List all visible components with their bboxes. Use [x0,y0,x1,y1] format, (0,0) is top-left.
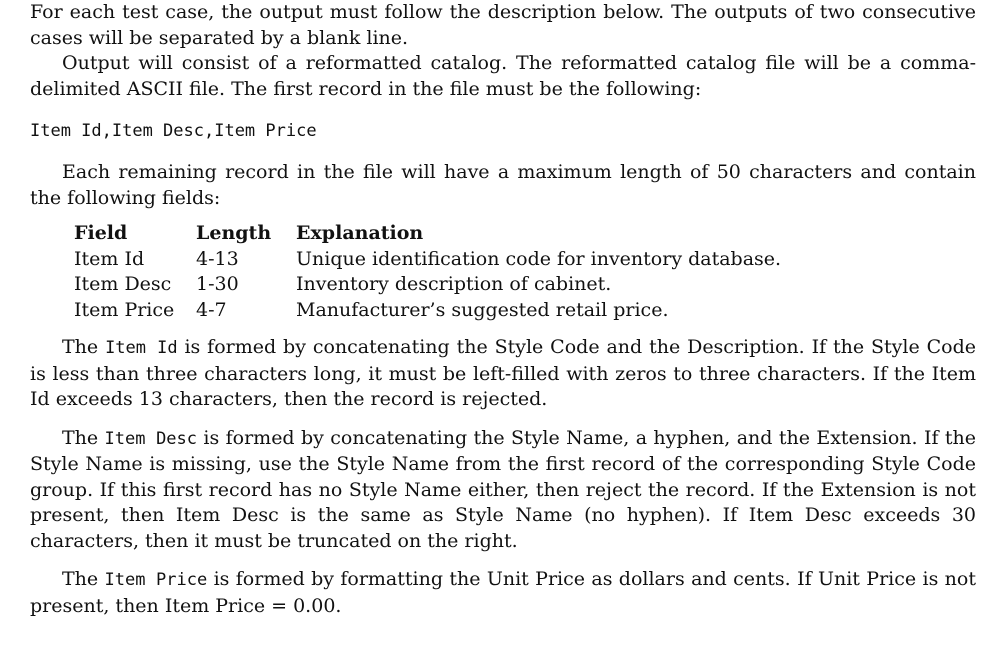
header-record-code: Item Id,Item Desc,Item Price [30,121,317,141]
field-name: Item Desc [74,273,172,295]
field-explanation: Inventory description of cabinet. [296,273,612,295]
item-price-term: Item Price [104,570,208,590]
item-desc-lead: The [62,426,99,449]
item-desc-paragraph [30,426,976,555]
item-id-text: is formed by concatenating the Style Code and the Description. If the Style Code is less than three characters long, it must be left-filled with zeros to three characters. If the Item Id exceeds 13 characters, then the record is rejected. [30,336,977,410]
field-name: Item Id [74,247,145,270]
field-explanation: Unique identification code for inventory database. [296,247,782,270]
field-name: Item Price [74,298,175,321]
header-explanation: Explanation [296,222,424,244]
item-price-text: is formed by formatting the Unit Price as dollars and cents. If Unit Price is not present, then Item Price = 0.00. [30,568,976,617]
item-price-lead: The [62,568,99,590]
item-id-paragraph [30,335,976,413]
table-row [74,272,781,298]
item-id-term: Item Id [105,338,178,358]
table-row [74,298,781,324]
remaining-records-paragraph: Each remaining record in the file will have a maximum length of 50 characters and contain the following fields: [30,161,976,209]
item-desc-term: Item Desc [104,428,198,449]
field-length: 4-7 [196,298,227,321]
intro-paragraph-1: For each test case, the output must follow the description below. The outputs of two consecutive cases will be separated by a blank line. [30,1,976,49]
table-row [74,247,781,273]
item-desc-text: is formed by concatenating the Style Name, a hyphen, and the Extension. If the Style Name is missing, use the Style Name from the first record of the corresponding Style Code group. If this first record has no Style Name either, then reject the record. If the Extension is not present, then Item Desc is the same as Style Name (no hyphen). If Item Desc exceeds 30 characters, then it must be truncated on the right. [30,426,976,552]
field-length: 4-13 [196,247,239,270]
header-length: Length [196,222,272,244]
field-length: 1-30 [196,273,239,295]
fields-table-header [74,221,781,247]
header-field: Field [74,222,128,244]
intro-paragraph-2: Output will consist of a reformatted catalog. The reformatted catalog file will be a comma-delimited ASCII file. The first record in the file must be the following: [30,52,976,100]
item-id-lead: The [62,336,99,358]
item-price-paragraph [30,567,976,619]
field-explanation: Manufacturer’s suggested retail price. [296,298,669,321]
fields-table [74,221,781,323]
document-page [30,0,976,619]
